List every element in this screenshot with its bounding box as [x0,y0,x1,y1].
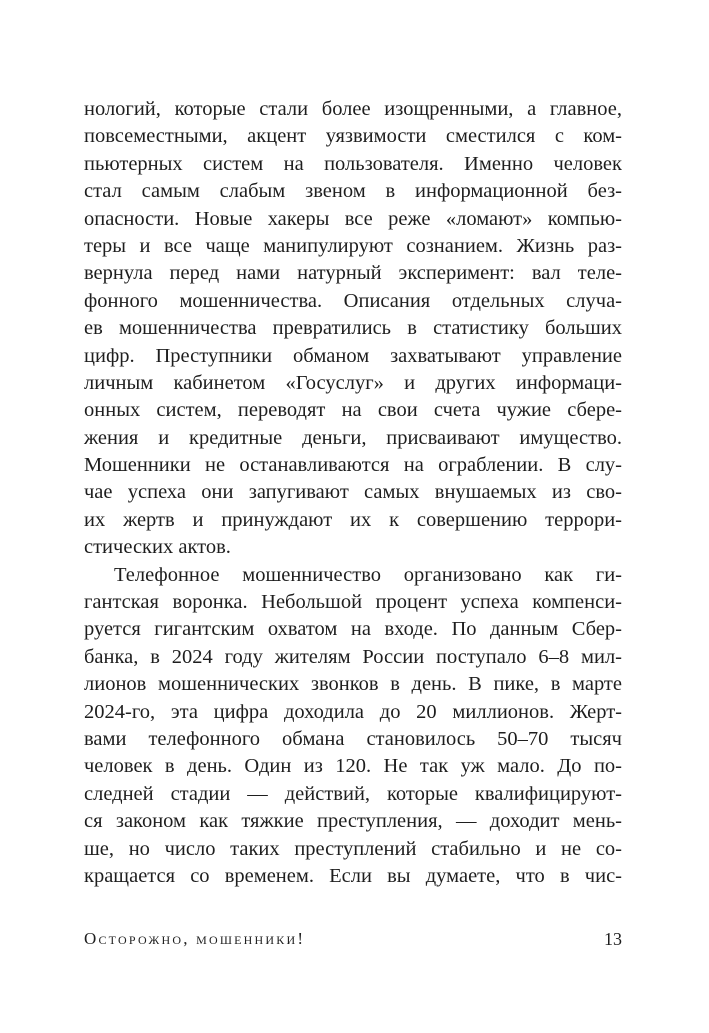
text-line: вернула перед нами натурный эксперимент: вал теле- [84,262,622,285]
text-line: ся законом как тяжкие преступления, — доходит мень- [84,810,622,833]
text-line: кращается со временем. Если вы думаете, что в чис- [84,864,622,887]
text-line: теры и все чаще манипулируют сознанием. Жизнь раз- [84,234,622,257]
text-line: личным кабинетом «Госуслуг» и других информаци- [84,371,622,394]
running-head: Осторожно, мошенники! [84,929,306,948]
text-line: цифр. Преступники обманом захватывают управление [84,344,622,367]
text-line: фонного мошенничества. Описания отдельных случа- [84,289,622,312]
text-line: лионов мошеннических звонков в день. В пике, в марте [84,673,622,696]
text-line: вами телефонного обмана становилось 50–70 тысяч [84,727,622,750]
paragraph-2 [84,562,622,891]
page-body [84,96,622,890]
text-line: гантская воронка. Небольшой процент успеха компенси- [84,591,622,614]
text-line: банка, в 2024 году жителям России поступало 6–8 мил- [84,645,622,668]
text-line: повсеместными, акцент уязвимости сместился с ком- [84,125,622,148]
page-footer [84,924,622,954]
paragraph-1 [84,96,622,562]
text-line: опасности. Новые хакеры все реже «ломают» компью- [84,207,622,230]
text-line: жения и кредитные деньги, присваивают имущество. [84,426,622,449]
text-line: нологий, которые стали более изощренными, а главное, [84,98,622,120]
text-line: пьютерных систем на пользователя. Именно человек [84,152,622,175]
text-line: онных систем, переводят на свои счета чужие сбере- [84,399,622,422]
text-line: стических актов. [84,536,231,559]
text-line: ев мошенничества превратились в статистику больших [84,317,622,340]
text-line: руется гигантским охватом на входе. По данным Сбер- [84,618,622,641]
text-line: Мошенники не останавливаются на ограблении. В слу- [84,454,622,477]
text-line: ше, но число таких преступлений стабильно и не со- [84,837,622,860]
text-line: чае успеха они запугивают самых внушаемых из сво- [84,481,622,504]
text-line: человек в день. Один из 120. Не так уж мало. До по- [84,755,622,778]
text-line: их жертв и принуждают их к совершению террори- [84,508,622,531]
text-line: Телефонное мошенничество организовано как ги- [114,563,622,586]
text-line: стал самым слабым звеном в информационной без- [84,180,622,203]
text-line: 2024-го, эта цифра доходила до 20 миллионов. Жерт- [84,700,622,723]
page-number: 13 [604,929,622,949]
text-line: следней стадии — действий, которые квалифицируют- [84,782,622,805]
